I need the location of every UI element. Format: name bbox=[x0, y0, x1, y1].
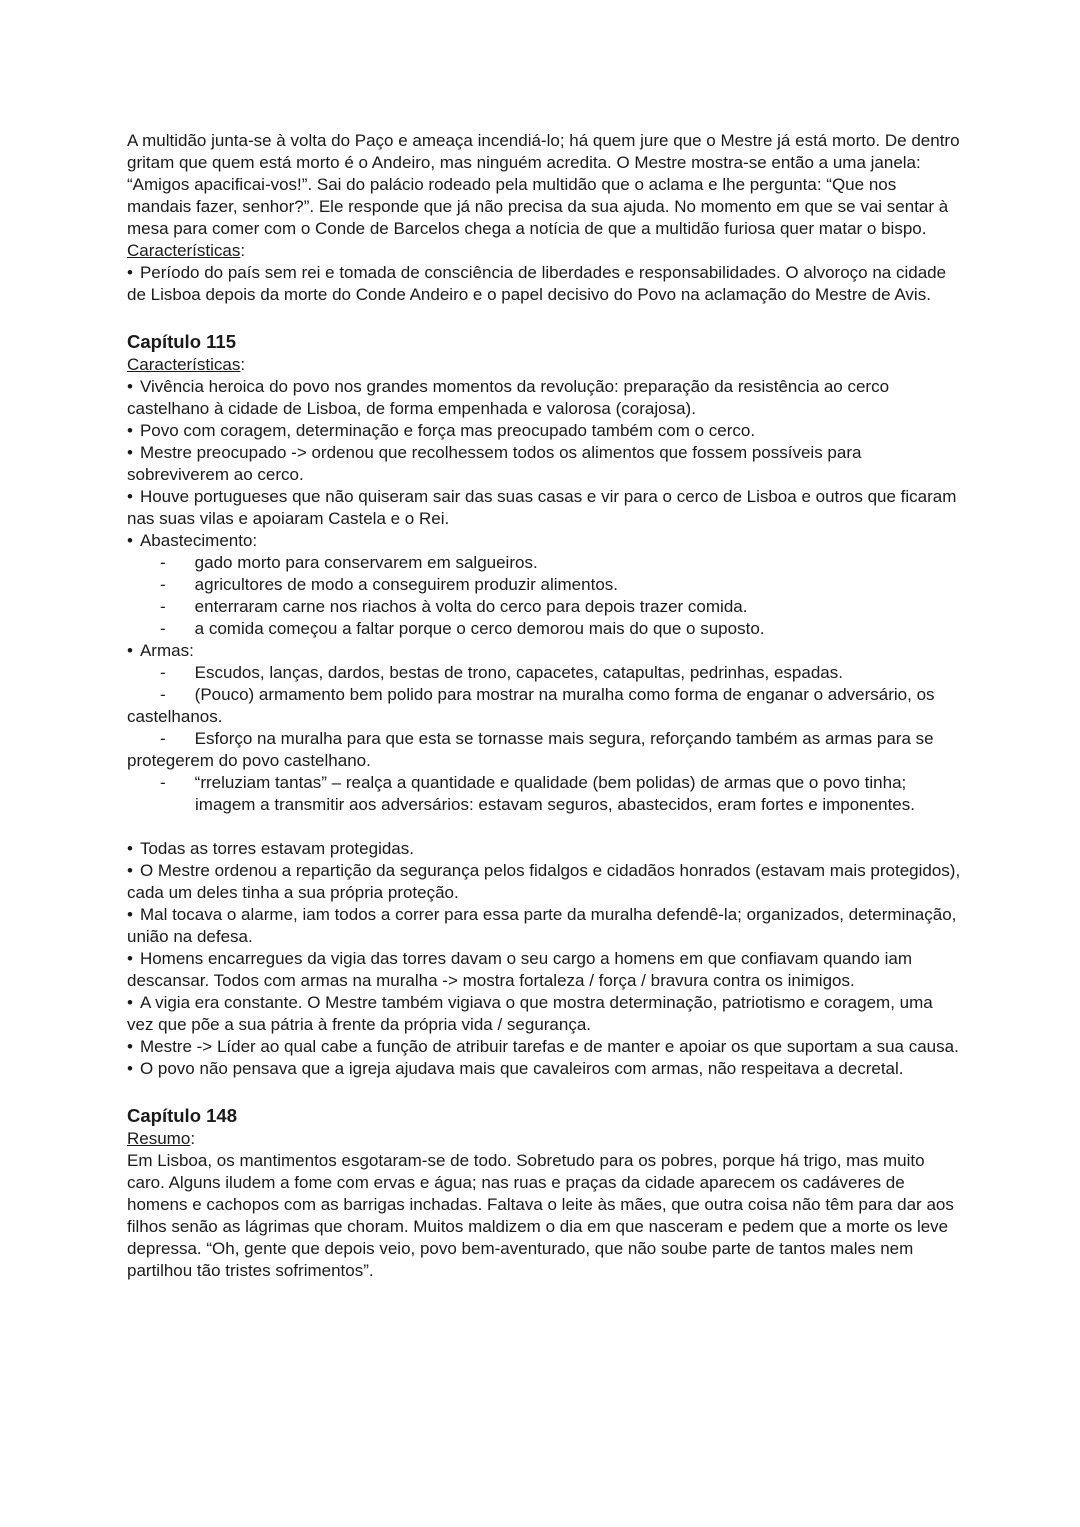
dash-marker: - bbox=[160, 685, 166, 704]
bullet-item bbox=[127, 1036, 963, 1058]
document-body bbox=[127, 130, 963, 1282]
bullet-text: Mestre preocupado -> ordenou que recolhessem todos os alimentos que fossem possíveis para sobreviverem ao cerco. bbox=[127, 443, 862, 484]
bullet-item bbox=[127, 420, 963, 442]
paragraph-text: A multidão junta-se à volta do Paço e ameaça incendiá-lo; há quem jure que o Mestre já está morto. De dentro gritam que quem está morto é o Andeiro, mas ninguém acredita. O Mestre mostra-se então a uma janela: “Amigos apacificai-vos!”. Sai do palácio rodeado pela multidão que o aclama e lhe pergunta: “Que nos mandais fazer, senhor?”. Ele responde que já não precisa da sua ajuda. No momento em que se vai sentar à mesa para comer com o Conde de Barcelos chega a notícia de que a multidão furiosa quer matar o bispo. bbox=[127, 131, 960, 238]
bullet-item bbox=[127, 948, 963, 992]
dash-text: (Pouco) armamento bem polido para mostrar na muralha como forma de enganar o adversário, os castelhanos. bbox=[127, 685, 935, 726]
bullet-item bbox=[127, 860, 963, 904]
dash-marker: - bbox=[160, 663, 166, 682]
dash-item bbox=[127, 596, 963, 618]
dash-text: Esforço na muralha para que esta se tornasse mais segura, reforçando também as armas para se protegerem do povo castelhano. bbox=[127, 729, 934, 770]
bullet-text: Houve portugueses que não quiseram sair das suas casas e vir para o cerco de Lisboa e outros que ficaram nas suas vilas e apoiaram Castela e o Rei. bbox=[127, 487, 957, 528]
chapter-heading bbox=[127, 1104, 963, 1128]
bullet-text: Todas as torres estavam protegidas. bbox=[139, 839, 414, 858]
bullet-item bbox=[127, 992, 963, 1036]
dash-text: enterraram carne nos riachos à volta do cerco para depois trazer comida. bbox=[194, 597, 748, 616]
paragraph bbox=[127, 1150, 963, 1282]
bullet-marker: • bbox=[127, 487, 133, 506]
dash-marker: - bbox=[160, 773, 166, 792]
label-text: Resumo bbox=[127, 1129, 191, 1148]
heading-text: Capítulo 148 bbox=[127, 1105, 237, 1126]
dash-marker: - bbox=[160, 597, 166, 616]
bullet-text: Período do país sem rei e tomada de consciência de liberdades e responsabilidades. O alvoroço na cidade de Lisboa depois da morte do Conde Andeiro e o papel decisivo do Povo na aclamação do Mestre de Avis. bbox=[127, 263, 947, 304]
dash-marker: - bbox=[160, 575, 166, 594]
dash-item bbox=[127, 574, 963, 596]
bullet-marker: • bbox=[127, 949, 133, 968]
bullet-marker: • bbox=[127, 531, 133, 550]
bullet-text: Vivência heroica do povo nos grandes momentos da revolução: preparação da resistência ao cerco castelhano à cidade de Lisboa, de forma empenhada e valorosa (corajosa). bbox=[127, 377, 890, 418]
dash-item bbox=[127, 772, 963, 816]
bullet-item bbox=[127, 262, 963, 306]
dash-item bbox=[127, 662, 963, 684]
bullet-item bbox=[127, 376, 963, 420]
label-colon: : bbox=[240, 355, 246, 374]
dash-text: a comida começou a faltar porque o cerco demorou mais do que o suposto. bbox=[194, 619, 765, 638]
chapter-heading bbox=[127, 330, 963, 354]
section-label bbox=[127, 354, 963, 376]
bullet-marker: • bbox=[127, 421, 133, 440]
bullet-text: O povo não pensava que a igreja ajudava mais que cavaleiros com armas, não respeitava a decretal. bbox=[139, 1059, 904, 1078]
bullet-text: A vigia era constante. O Mestre também vigiava o que mostra determinação, patriotismo e coragem, uma vez que põe a sua pátria à frente da própria vida / segurança. bbox=[127, 993, 933, 1034]
dash-text: “rreluziam tantas” – realça a quantidade e qualidade (bem polidas) de armas que o povo tinha; imagem a transmitir aos adversários: estavam seguros, abastecidos, eram fortes e imponentes. bbox=[194, 773, 915, 814]
bullet-item bbox=[127, 904, 963, 948]
bullet-marker: • bbox=[127, 641, 133, 660]
bullet-marker: • bbox=[127, 1037, 133, 1056]
dash-item bbox=[127, 552, 963, 574]
bullet-text: Abastecimento: bbox=[139, 531, 258, 550]
label-text: Características bbox=[127, 355, 241, 374]
bullet-text: O Mestre ordenou a repartição da segurança pelos fidalgos e cidadãos honrados (estavam mais protegidos), cada um deles tinha a sua própria proteção. bbox=[127, 861, 961, 902]
bullet-item bbox=[127, 640, 963, 662]
section-label bbox=[127, 1128, 963, 1150]
bullet-marker: • bbox=[127, 443, 133, 462]
paragraph bbox=[127, 130, 963, 240]
dash-text: gado morto para conservarem em salgueiros. bbox=[194, 553, 538, 572]
label-colon: : bbox=[190, 1129, 196, 1148]
bullet-text: Armas: bbox=[139, 641, 194, 660]
heading-text: Capítulo 115 bbox=[127, 331, 236, 352]
bullet-marker: • bbox=[127, 993, 133, 1012]
bullet-item bbox=[127, 442, 963, 486]
bullet-item bbox=[127, 1058, 963, 1080]
bullet-marker: • bbox=[127, 1059, 133, 1078]
dash-text: Escudos, lanças, dardos, bestas de trono, capacetes, catapultas, pedrinhas, espadas. bbox=[194, 663, 843, 682]
label-colon: : bbox=[240, 241, 246, 260]
dash-text: agricultores de modo a conseguirem produzir alimentos. bbox=[194, 575, 618, 594]
bullet-text: Mal tocava o alarme, iam todos a correr para essa parte da muralha defendê-la; organizados, determinação, união na defesa. bbox=[127, 905, 957, 946]
dash-marker: - bbox=[160, 729, 166, 748]
dash-item bbox=[127, 618, 963, 640]
bullet-marker: • bbox=[127, 377, 133, 396]
blank-line bbox=[127, 816, 963, 838]
bullet-marker: • bbox=[127, 263, 133, 282]
dash-item bbox=[127, 728, 963, 772]
bullet-marker: • bbox=[127, 861, 133, 880]
bullet-item bbox=[127, 838, 963, 860]
bullet-text: Povo com coragem, determinação e força mas preocupado também com o cerco. bbox=[139, 421, 756, 440]
bullet-item bbox=[127, 530, 963, 552]
bullet-text: Homens encarregues da vigia das torres davam o seu cargo a homens em que confiavam quando iam descansar. Todos com armas na muralha -> mostra fortaleza / força / bravura contra os inimigos. bbox=[127, 949, 912, 990]
dash-item bbox=[127, 684, 963, 728]
bullet-item bbox=[127, 486, 963, 530]
paragraph-text: Em Lisboa, os mantimentos esgotaram-se de todo. Sobretudo para os pobres, porque há trigo, mas muito caro. Alguns iludem a fome com ervas e água; nas ruas e praças da cidade aparecem os cadáveres de homens e cachopos com as barrigas inchadas. Faltava o leite às mães, que outra coisa não têm para dar aos filhos senão as lágrimas que choram. Muitos maldizem o dia em que nasceram e pedem que a morte os leve depressa. “Oh, gente que depois veio, povo bem-aventurado, que não soube parte de tantos males nem partilhou tão tristes sofrimentos”. bbox=[127, 1151, 954, 1280]
section-label bbox=[127, 240, 963, 262]
bullet-text: Mestre -> Líder ao qual cabe a função de atribuir tarefas e de manter e apoiar os que suportam a sua causa. bbox=[139, 1037, 959, 1056]
label-text: Características bbox=[127, 241, 241, 260]
bullet-marker: • bbox=[127, 905, 133, 924]
dash-marker: - bbox=[160, 553, 166, 572]
dash-marker: - bbox=[160, 619, 166, 638]
bullet-marker: • bbox=[127, 839, 133, 858]
